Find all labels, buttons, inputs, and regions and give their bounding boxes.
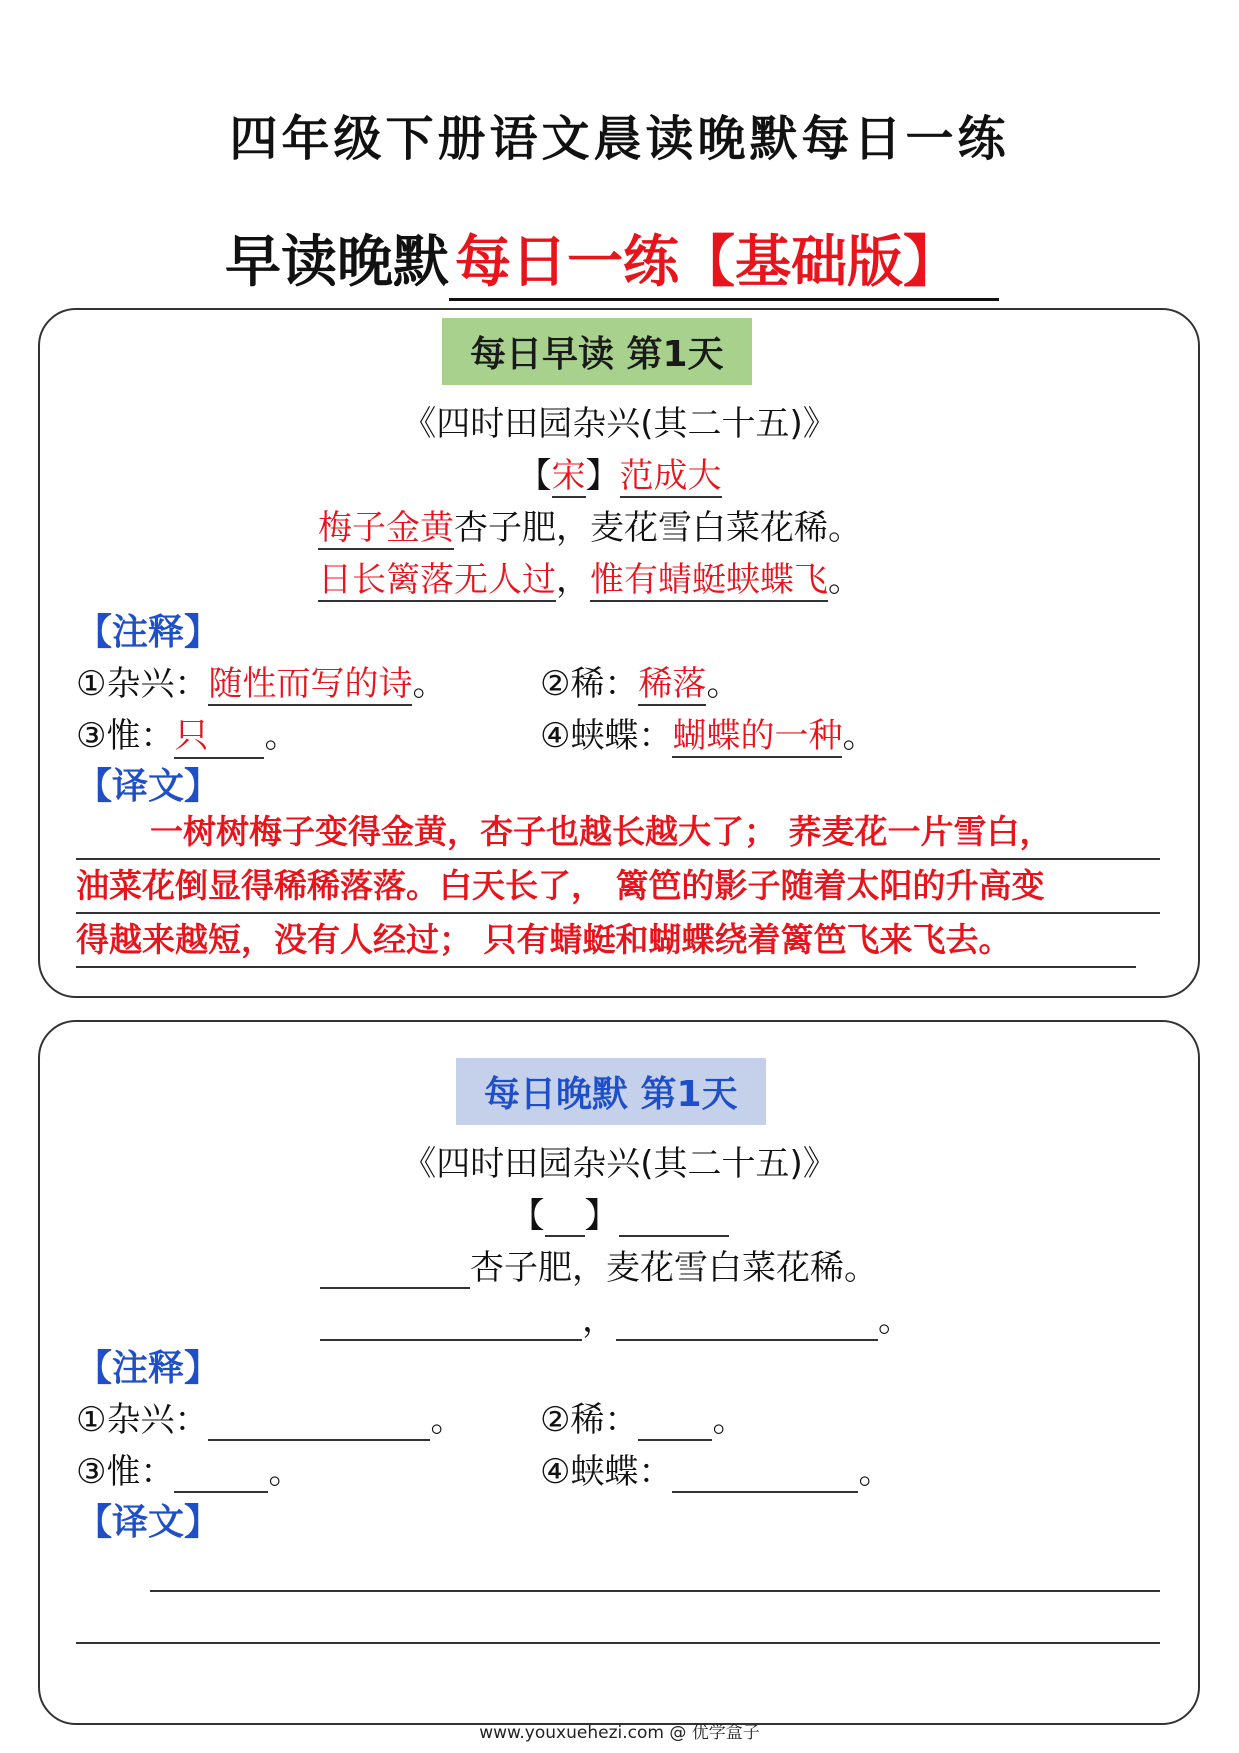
evening-note-4: ④蛱蝶： 。	[540, 1452, 893, 1492]
dynasty-blank[interactable]	[545, 1201, 585, 1237]
morning-notes-head: 【注释】	[76, 612, 221, 653]
subtitle-red: 每日一练【基础版】	[449, 218, 999, 301]
footer: www.youxuehezi.com @ 优学盒子	[479, 1723, 760, 1743]
line2-a-blank[interactable]	[320, 1305, 582, 1341]
morning-author-line	[0, 448, 1239, 497]
evening-note-1: ①杂兴： 。	[76, 1400, 465, 1440]
note-2-blank[interactable]	[638, 1405, 712, 1441]
morning-note-4: ④蛱蝶：蝴蝶的一种。	[540, 716, 877, 756]
note-1-answer: 随性而写的诗	[208, 664, 413, 704]
evening-note-3: ③惟： 。	[76, 1452, 303, 1492]
note-4-blank[interactable]	[672, 1457, 858, 1493]
line1-red: 梅子金黄	[318, 508, 454, 548]
morning-translation	[76, 806, 1160, 968]
subtitle-prefix: 早读晚默	[225, 230, 449, 295]
morning-note-3: ③惟：只 。	[76, 708, 298, 759]
note-4-answer: 蝴蝶的一种	[672, 716, 843, 756]
author-blank[interactable]	[619, 1201, 729, 1237]
dynasty: 宋	[551, 456, 586, 496]
morning-poem-title: 《四时田园杂兴(其二十五)》	[402, 404, 837, 444]
translation-line-2: 油菜花倒显得稀稀落落。白天长了， 篱笆的影子随着太阳的升高变	[76, 860, 1160, 914]
line2-a: 日长篱落无人过	[318, 560, 556, 600]
morning-note-2: ②稀：稀落。	[540, 664, 741, 704]
evening-author-line: 【 】	[0, 1188, 1239, 1237]
dynasty-close: 】	[585, 456, 620, 496]
translation-blank-1[interactable]	[150, 1590, 1160, 1592]
dynasty-open: 【	[517, 456, 552, 496]
morning-trans-head: 【译文】	[76, 766, 221, 807]
author: 范成大	[619, 456, 722, 496]
note-3-blank[interactable]	[174, 1457, 268, 1493]
morning-tag: 每日早读 第1天	[442, 318, 752, 385]
evening-poem-line1: 杏子肥，麦花雪白菜花稀。	[320, 1240, 878, 1289]
line1-rest: 杏子肥，麦花雪白菜花稀。	[454, 508, 862, 548]
line2-b-blank[interactable]	[616, 1305, 878, 1341]
line2-b: 惟有蜻蜓蛱蝶飞	[590, 560, 828, 600]
translation-blank-2[interactable]	[76, 1642, 1160, 1644]
line2-end: 。	[828, 560, 862, 600]
translation-line-3: 得越来越短，没有人经过； 只有蜻蜓和蝴蝶绕着篱笆飞来飞去。	[76, 914, 1136, 968]
evening-poem-line2: ， 。	[320, 1292, 912, 1341]
note-2-answer: 稀落	[638, 664, 707, 704]
evening-notes-head: 【注释】	[76, 1348, 221, 1389]
translation-line-1: 一树树梅子变得金黄，杏子也越长越大了； 荞麦花一片雪白，	[76, 806, 1160, 860]
morning-poem-line1	[318, 500, 862, 549]
line2-sep: ，	[556, 560, 590, 600]
evening-tag: 每日晚默 第1天	[456, 1058, 766, 1125]
page-subtitle	[225, 218, 999, 301]
page-title: 四年级下册语文晨读晚默每日一练	[229, 111, 1010, 167]
evening-poem-title: 《四时田园杂兴(其二十五)》	[402, 1144, 837, 1184]
evening-note-2: ②稀： 。	[540, 1400, 747, 1440]
morning-note-1: ①杂兴：随性而写的诗。	[76, 664, 447, 704]
evening-trans-head: 【译文】	[76, 1502, 221, 1543]
line1-blank[interactable]	[320, 1253, 470, 1289]
morning-poem-line2	[318, 552, 862, 601]
note-1-blank[interactable]	[208, 1405, 430, 1441]
note-3-answer: 只	[174, 708, 264, 759]
